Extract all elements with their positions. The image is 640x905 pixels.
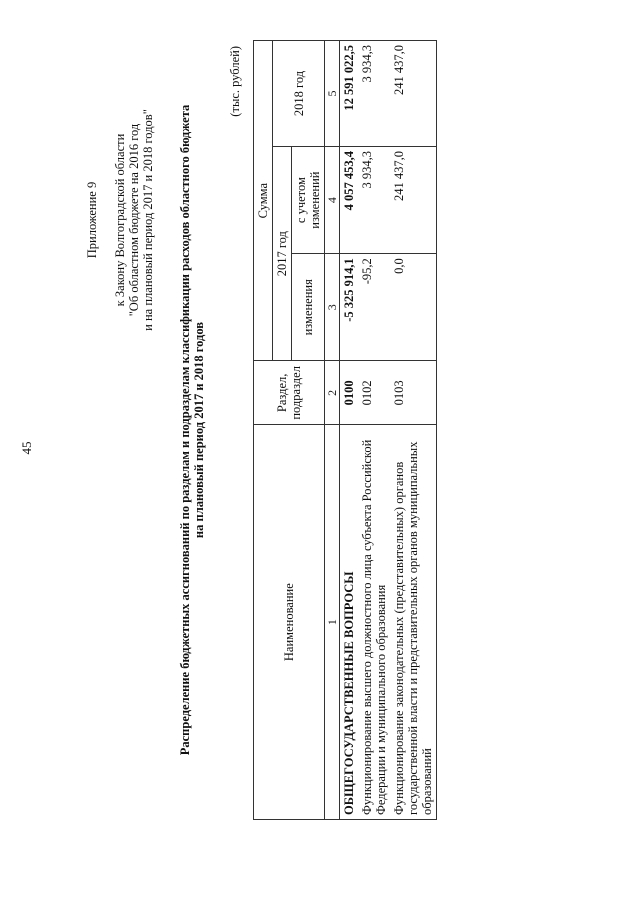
- column-number-3: 3: [325, 254, 340, 361]
- header-with-changes: с учетом изменений: [292, 147, 325, 254]
- row-name: ОБЩЕГОСУДАРСТВЕННЫЕ ВОПРОСЫ: [340, 425, 359, 820]
- column-number-2: 2: [325, 361, 340, 425]
- table-row: [390, 41, 437, 820]
- row-name: Функционирование высшего должностного лица субъекта Российской Федерации и муниципального образования: [358, 425, 390, 820]
- rotated-page-content: [70, 40, 610, 820]
- row-code: 0103: [390, 361, 437, 425]
- row-changes-2017: -95,2: [358, 254, 390, 361]
- header-changes: изменения: [292, 254, 325, 361]
- page-number: 45: [19, 441, 34, 455]
- document-title-line-2: на плановый период 2017 и 2018 годов: [192, 321, 206, 539]
- document-title: [178, 40, 206, 820]
- header-2017: 2017 год: [273, 147, 292, 361]
- table-row: [340, 41, 359, 820]
- row-changes-2017: -5 325 914,1: [340, 254, 359, 361]
- appendix-line-1: к Закону Волгоградской области: [113, 133, 127, 307]
- row-changes-2017: 0,0: [390, 254, 437, 361]
- row-with-changes-2017: 4 057 453,4: [340, 147, 359, 254]
- column-number-4: 4: [325, 147, 340, 254]
- row-code: 0100: [340, 361, 359, 425]
- appendix-title: Приложение 9: [85, 181, 99, 259]
- units-label: (тыс. рублей): [228, 46, 242, 117]
- document-title-line-1: Распределение бюджетных ассигнований по разделам и подразделам классификации расходов областного бюджета: [178, 104, 192, 756]
- row-name: Функционирование законодательных (представительных) органов государственной власти и представительных органов муниципальных образований: [390, 425, 437, 820]
- table-row: [358, 41, 390, 820]
- row-code: 0102: [358, 361, 390, 425]
- row-with-changes-2017: 241 437,0: [390, 147, 437, 254]
- row-with-changes-2017: 3 934,3: [358, 147, 390, 254]
- appendix-line-2: "Об областном бюджете на 2016 год: [127, 123, 141, 317]
- column-number-1: 1: [325, 425, 340, 820]
- appendix-header: [85, 40, 155, 400]
- row-2018: 3 934,3: [358, 41, 390, 147]
- header-section: Раздел, подраздел: [254, 361, 325, 425]
- appendix-line-3: и на плановый период 2017 и 2018 годов": [141, 109, 155, 331]
- column-number-5: 5: [325, 41, 340, 147]
- row-2018: 12 591 022,5: [340, 41, 359, 147]
- row-2018: 241 437,0: [390, 41, 437, 147]
- header-sum: Сумма: [254, 41, 273, 361]
- header-2018: 2018 год: [273, 41, 325, 147]
- header-name: Наименование: [254, 425, 325, 820]
- budget-table: [253, 40, 437, 820]
